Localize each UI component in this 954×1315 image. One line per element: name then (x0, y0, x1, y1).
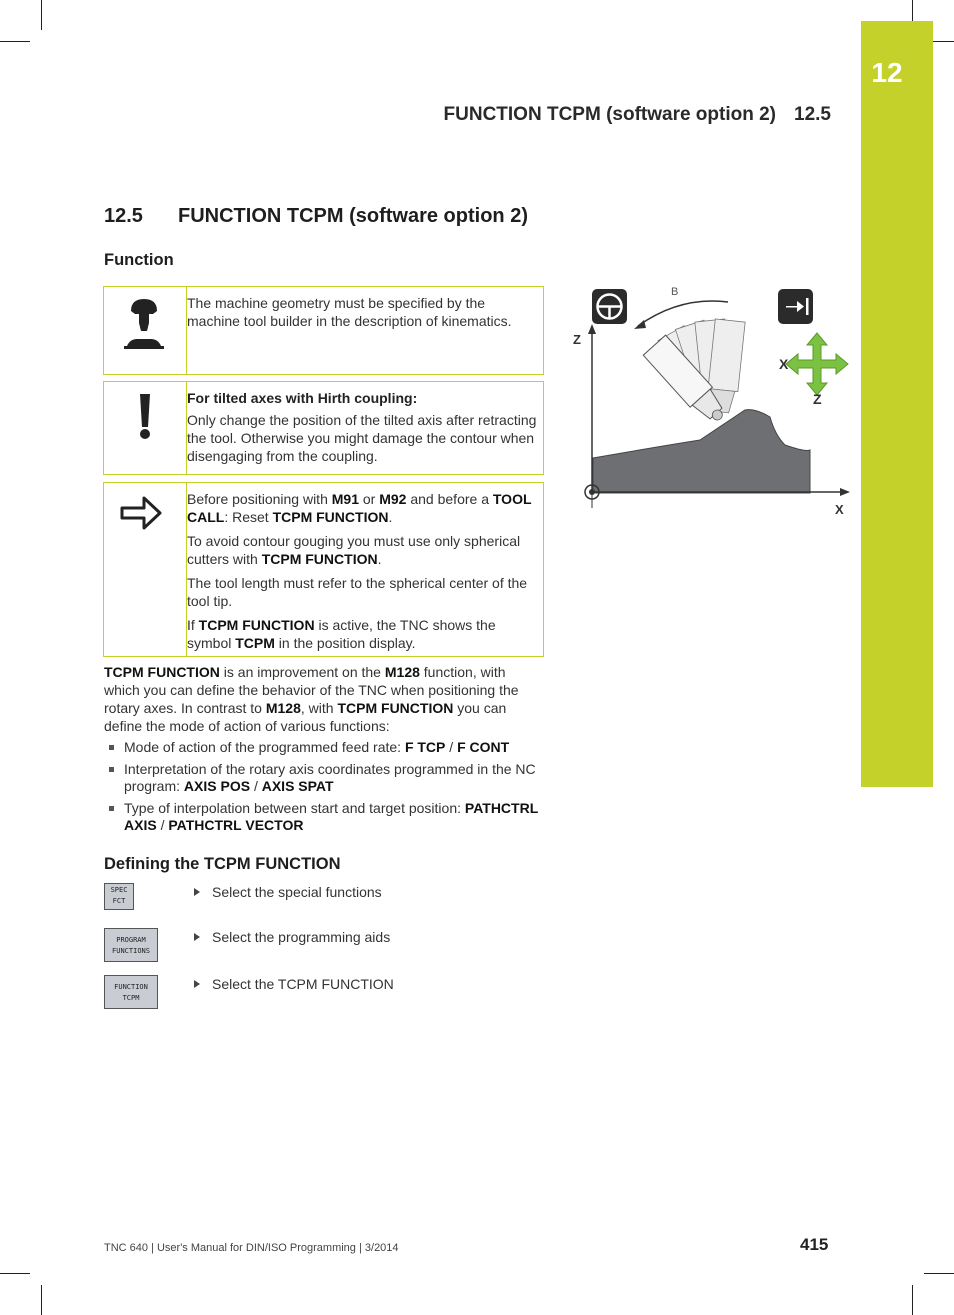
text: or (359, 491, 380, 507)
key-label: SPEC (110, 886, 128, 894)
keyword: TCPM FUNCTION (337, 700, 454, 716)
note-machine-body (187, 294, 537, 336)
crop-mark (0, 1273, 30, 1274)
section-number: 12.5 (104, 205, 143, 227)
defining-heading: Defining the TCPM FUNCTION (104, 855, 341, 873)
text: Interpretation of the rotary axis coordinates programmed in the NC program: (124, 760, 536, 794)
step-text (194, 928, 390, 946)
keyword: PATHCTRL VECTOR (168, 817, 304, 833)
text: . (388, 509, 393, 525)
function-tcpm-softkey[interactable] (104, 975, 158, 1009)
spec-fct-key[interactable] (104, 883, 134, 910)
keyword: AXIS POS (183, 778, 251, 794)
text: : Reset (224, 509, 273, 525)
note-tips-p4 (187, 616, 537, 652)
keyword: TCPM FUNCTION (198, 617, 315, 633)
text: / (445, 739, 458, 755)
chapter-tab (861, 21, 933, 787)
step-text (194, 975, 394, 993)
keyword: F CONT (457, 739, 510, 755)
text: Type of interpolation between start and target position: (124, 799, 465, 816)
exclamation-icon (104, 382, 186, 479)
running-head-title: FUNCTION TCPM (software option 2) (443, 104, 777, 125)
note-machine-text: The machine geometry must be specified by the machine tool builder in the description of kinematics. (187, 295, 512, 329)
note-hirth (103, 381, 544, 475)
tcpm-illustration (570, 280, 860, 520)
note-tips-body (187, 490, 537, 658)
b-arc-arrow (634, 320, 646, 329)
note-hirth-title: For tilted axes with Hirth coupling: (187, 390, 418, 406)
step-program-functions (104, 928, 544, 964)
keyword: M92 (379, 491, 407, 507)
text: Select the TCPM FUNCTION (212, 976, 394, 992)
list-item (104, 800, 544, 835)
keyword: M128 (384, 664, 420, 680)
text: . (377, 551, 382, 567)
text: Select the programming aids (212, 929, 391, 945)
bullet-square-icon (109, 767, 114, 772)
key-label: FUNCTIONS (112, 947, 150, 955)
list-item (104, 739, 544, 757)
keyword: TCPM FUNCTION (104, 664, 220, 680)
crop-mark (0, 41, 30, 42)
text: , with (300, 700, 338, 716)
key-label: FCT (112, 897, 126, 905)
text: in the position display. (274, 635, 416, 651)
note-hirth-body (187, 389, 537, 471)
intro-paragraph (104, 663, 544, 735)
x-axis-label: X (835, 502, 844, 517)
workpiece-shape (593, 410, 810, 493)
text: function, with which you can define the behavior of the TNC when positioning the rotary axes. In contrast to (104, 664, 519, 716)
page-footer: TNC 640 | User's Manual for DIN/ISO Programming | 3/2014 (104, 1242, 399, 1254)
green-x-label: X (779, 356, 789, 372)
step-function-tcpm (104, 975, 544, 1011)
key-label: FUNCTION (114, 983, 148, 991)
chapter-number: 12 (871, 57, 903, 88)
crop-mark (912, 1285, 913, 1315)
text: To avoid contour gouging you must use only spherical cutters with (187, 533, 521, 567)
section-title (104, 205, 528, 228)
arrow-right-icon (104, 483, 186, 548)
crop-mark (924, 1273, 954, 1274)
x-axis-arrow (840, 488, 850, 496)
running-head (444, 104, 831, 126)
text: Before positioning with (187, 491, 332, 507)
b-axis-label: B (671, 286, 679, 298)
note-tips-p2 (187, 532, 537, 568)
tilting-tool-group (643, 319, 745, 429)
note-tips-p3: The tool length must refer to the spherical center of the tool tip. (187, 575, 528, 609)
text: is active, the TNC shows the symbol (187, 617, 496, 651)
step-spec-fct (104, 883, 544, 911)
note-machine (103, 286, 544, 375)
note-tips-p1 (187, 490, 537, 526)
text: you can define the mode of action of various functions: (104, 700, 507, 734)
keyword: TOOL CALL (187, 491, 532, 525)
text: If (187, 617, 199, 633)
keyword: TCPM (235, 635, 275, 651)
program-functions-softkey[interactable] (104, 928, 158, 962)
bullet-square-icon (109, 806, 114, 811)
keyword: PATHCTRL AXIS (124, 799, 538, 833)
step-text (194, 883, 382, 901)
z-axis-label: Z (573, 332, 581, 347)
section-title-text: FUNCTION TCPM (software option 2) (178, 205, 528, 227)
text: and before a (406, 491, 493, 507)
list-item (104, 761, 544, 796)
function-heading: Function (104, 251, 174, 269)
z-axis-arrow (588, 324, 596, 334)
page-number: 415 (800, 1235, 829, 1254)
keyword: M91 (331, 491, 359, 507)
move-arrows-icon (786, 333, 848, 395)
text: / (250, 778, 262, 794)
text: Mode of action of the programmed feed rate: (124, 739, 405, 755)
note-hirth-text: Only change the position of the tilted axis after retracting the tool. Otherwise you might damage the contour when disengaging from the coupling. (187, 412, 537, 464)
crop-mark (41, 1285, 42, 1315)
text: / (156, 817, 169, 833)
keyword: TCPM FUNCTION (272, 509, 389, 525)
text: Select the special functions (212, 884, 382, 900)
green-z-label: Z (813, 391, 822, 407)
text: is an improvement on the (219, 664, 385, 680)
key-label: PROGRAM (116, 936, 146, 944)
machine-tool-icon (104, 287, 186, 379)
key-label: TCPM (122, 994, 140, 1002)
crop-mark (41, 0, 42, 30)
keyword: TCPM FUNCTION (261, 551, 378, 567)
note-tips (103, 482, 544, 657)
running-head-section: 12.5 (794, 104, 831, 125)
keyword: M128 (265, 700, 301, 716)
keyword: F TCP (404, 739, 446, 755)
keyword: AXIS SPAT (261, 778, 334, 794)
bullet-list (104, 739, 544, 839)
bullet-square-icon (109, 745, 114, 750)
